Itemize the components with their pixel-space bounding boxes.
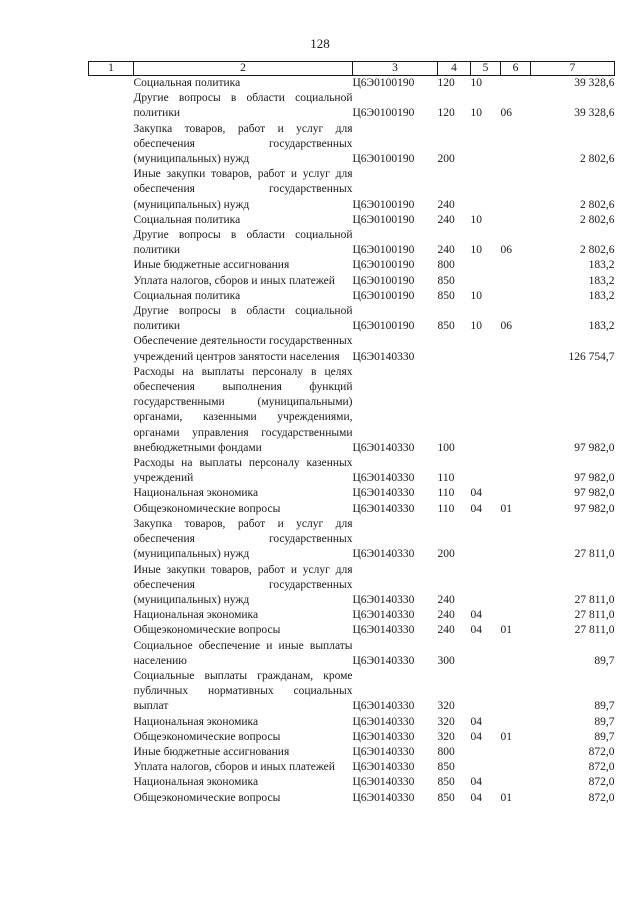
- row-number-cell: [89, 745, 134, 760]
- row-name-cell: Другие вопросы в области социальной политики: [133, 305, 353, 333]
- row-section-cell: [471, 167, 501, 213]
- row-name-cell: Социальная политика: [133, 77, 241, 89]
- row-subsection-cell: 01: [500, 624, 512, 637]
- row-section-cell: 04: [470, 715, 482, 728]
- row-name-cell: Закупка товаров, работ и услуг для обеспечения государственных (муниципальных) нужд: [133, 517, 353, 561]
- table-row: [89, 456, 615, 486]
- table-row: [89, 289, 615, 304]
- row-name-cell: Иные бюджетные ассигнования: [133, 745, 290, 758]
- row-name-cell: Иные закупки товаров, работ и услуг для обеспечения государственных (муниципальных) нужд: [133, 563, 353, 606]
- table-row: [89, 775, 615, 790]
- row-number-cell: [89, 775, 134, 790]
- row-code-cell: Ц6Э0140330: [352, 487, 415, 500]
- row-subsection-cell: 06: [500, 244, 512, 257]
- row-expense-type-cell: 240: [437, 198, 455, 211]
- row-number-cell: [89, 608, 134, 623]
- row-number-cell: [89, 623, 134, 638]
- row-subsection-cell: [501, 456, 531, 486]
- row-number-cell: [89, 517, 134, 563]
- row-section-cell: 10: [470, 289, 482, 302]
- row-amount-cell: 2 802,6: [580, 244, 615, 257]
- row-section-cell: 04: [470, 776, 482, 789]
- row-amount-cell: 89,7: [594, 715, 615, 728]
- table-row: [89, 760, 615, 775]
- table-body: [89, 76, 615, 806]
- row-name-cell: Закупка товаров, работ и услуг для обеспечения государственных (муниципальных) нужд: [133, 122, 353, 166]
- row-code-cell: Ц6Э0100190: [352, 107, 415, 120]
- row-expense-type-cell: 200: [437, 548, 455, 561]
- row-subsection-cell: 01: [500, 730, 512, 743]
- row-name-cell: Другие вопросы в области социальной политики: [133, 229, 353, 257]
- row-section-cell: [471, 639, 501, 669]
- row-amount-cell: 183,2: [588, 320, 615, 333]
- row-subsection-cell: [501, 334, 531, 364]
- row-section-cell: [471, 563, 501, 609]
- row-code-cell: Ц6Э0100190: [352, 213, 415, 226]
- row-name-cell: Общеэкономические вопросы: [133, 730, 281, 743]
- row-subsection-cell: [501, 289, 531, 304]
- table-row: [89, 623, 615, 638]
- row-expense-type-cell: 240: [437, 624, 455, 637]
- row-amount-cell: 872,0: [588, 761, 615, 774]
- row-code-cell: Ц6Э0140330: [352, 761, 415, 774]
- row-expense-type-cell: 850: [437, 320, 455, 333]
- row-subsection-cell: [501, 760, 531, 775]
- table-row: [89, 258, 615, 273]
- row-subsection-cell: 01: [500, 791, 512, 804]
- row-name-cell: Социальная политика: [133, 213, 241, 226]
- row-name-cell: Национальная экономика: [133, 609, 259, 622]
- row-expense-type-cell: 200: [437, 153, 455, 166]
- table-row: [89, 791, 615, 806]
- row-name-cell: Общеэкономические вопросы: [133, 624, 281, 637]
- row-subsection-cell: 06: [500, 320, 512, 333]
- row-amount-cell: 183,2: [588, 274, 615, 287]
- row-section-cell: [471, 122, 501, 168]
- column-header-7: 7: [531, 62, 615, 76]
- row-number-cell: [89, 289, 134, 304]
- row-number-cell: [89, 791, 134, 806]
- row-section-cell: 10: [470, 77, 482, 89]
- row-amount-cell: 872,0: [588, 745, 615, 758]
- row-expense-type-cell: 240: [437, 593, 455, 606]
- row-expense-type-cell: 320: [437, 715, 455, 728]
- row-amount-cell: 89,7: [594, 730, 615, 743]
- row-expense-type-cell: 320: [437, 730, 455, 743]
- row-section-cell: 04: [470, 502, 482, 515]
- row-expense-type-cell: 850: [437, 776, 455, 789]
- row-amount-cell: 27 811,0: [574, 593, 615, 606]
- row-section-cell: 10: [470, 107, 482, 120]
- row-code-cell: Ц6Э0140330: [352, 609, 415, 622]
- row-number-cell: [89, 334, 134, 364]
- row-name-cell: Национальная экономика: [133, 487, 259, 500]
- row-expense-type-cell: 120: [437, 107, 455, 120]
- row-section-cell: 10: [470, 320, 482, 333]
- row-subsection-cell: 01: [500, 502, 512, 515]
- row-code-cell: Ц6Э0100190: [352, 153, 415, 166]
- row-code-cell: Ц6Э0140330: [352, 791, 415, 804]
- row-code-cell: Ц6Э0140330: [352, 502, 415, 515]
- row-name-cell: Иные бюджетные ассигнования: [133, 259, 290, 272]
- row-code-cell: Ц6Э0100190: [352, 198, 415, 211]
- table-row: [89, 167, 615, 213]
- row-section-cell: 04: [470, 791, 482, 804]
- row-code-cell: Ц6Э0100190: [352, 259, 415, 272]
- table-row: [89, 517, 615, 563]
- row-amount-cell: 183,2: [588, 259, 615, 272]
- row-name-cell: Национальная экономика: [133, 715, 259, 728]
- row-name-cell: Иные закупки товаров, работ и услуг для обеспечения государственных (муниципальных) нужд: [133, 168, 353, 211]
- row-number-cell: [89, 76, 134, 92]
- row-subsection-cell: [501, 775, 531, 790]
- row-expense-type-cell: 850: [437, 289, 455, 302]
- column-header-4: 4: [438, 62, 471, 76]
- row-code-cell: Ц6Э0100190: [352, 244, 415, 257]
- table-row: [89, 730, 615, 745]
- column-header-6: 6: [501, 62, 531, 76]
- row-amount-cell: 872,0: [588, 791, 615, 804]
- table-header-row: [89, 62, 615, 76]
- row-section-cell: [471, 517, 501, 563]
- row-name-cell: Обеспечение деятельности государственных учреждений центров занятости населения: [133, 335, 353, 363]
- row-expense-type-cell: 240: [437, 244, 455, 257]
- row-expense-type-cell: 110: [437, 487, 455, 500]
- table-row: [89, 122, 615, 168]
- row-expense-type-cell: 120: [437, 77, 455, 89]
- row-amount-cell: 27 811,0: [574, 609, 615, 622]
- column-header-5: 5: [471, 62, 501, 76]
- row-expense-type-cell: 300: [437, 654, 455, 667]
- row-subsection-cell: [501, 517, 531, 563]
- row-amount-cell: 97 982,0: [574, 487, 615, 500]
- row-amount-cell: 872,0: [588, 776, 615, 789]
- row-section-cell: [471, 258, 501, 273]
- row-amount-cell: 27 811,0: [574, 548, 615, 561]
- row-name-cell: Расходы на выплаты персоналу в целях обеспечения выполнения функций государственными (муниципальными) органами, казенными учреждениями, органами управления государственными внебюджетными фондами: [133, 365, 353, 454]
- row-number-cell: [89, 365, 134, 456]
- table-row: [89, 669, 615, 715]
- row-expense-type-cell: 850: [437, 761, 455, 774]
- row-expense-type-cell: 240: [437, 609, 455, 622]
- row-number-cell: [89, 669, 134, 715]
- row-section-cell: 04: [470, 609, 482, 622]
- row-amount-cell: 97 982,0: [574, 441, 615, 454]
- row-amount-cell: 39 328,6: [574, 77, 615, 89]
- row-code-cell: Ц6Э0140330: [352, 730, 415, 743]
- row-section-cell: [471, 456, 501, 486]
- budget-table: [88, 61, 615, 806]
- row-name-cell: Расходы на выплаты персоналу казенных учреждений: [133, 457, 353, 485]
- table-row: [89, 274, 615, 289]
- row-code-cell: Ц6Э0140330: [352, 593, 415, 606]
- row-section-cell: 10: [470, 244, 482, 257]
- table-row: [89, 486, 615, 501]
- row-subsection-cell: [501, 213, 531, 228]
- row-code-cell: Ц6Э0140330: [352, 472, 415, 485]
- table-row: [89, 563, 615, 609]
- table-row: [89, 334, 615, 364]
- row-code-cell: Ц6Э0140330: [352, 441, 415, 454]
- row-section-cell: 04: [470, 730, 482, 743]
- row-subsection-cell: [501, 608, 531, 623]
- row-number-cell: [89, 274, 134, 289]
- table-row: [89, 608, 615, 623]
- table-row: [89, 76, 615, 92]
- column-header-1: 1: [89, 62, 134, 76]
- table-row: [89, 213, 615, 228]
- row-code-cell: Ц6Э0140330: [352, 715, 415, 728]
- row-section-cell: 04: [470, 624, 482, 637]
- row-section-cell: [471, 760, 501, 775]
- row-subsection-cell: [501, 122, 531, 168]
- row-expense-type-cell: 850: [437, 274, 455, 287]
- row-amount-cell: 89,7: [594, 654, 615, 667]
- row-number-cell: [89, 639, 134, 669]
- row-name-cell: Уплата налогов, сборов и иных платежей: [133, 274, 335, 287]
- row-name-cell: Уплата налогов, сборов и иных платежей: [133, 761, 335, 774]
- row-number-cell: [89, 258, 134, 273]
- table-row: [89, 228, 615, 258]
- row-subsection-cell: [501, 258, 531, 273]
- row-number-cell: [89, 760, 134, 775]
- row-section-cell: 04: [470, 487, 482, 500]
- row-amount-cell: 126 754,7: [568, 350, 615, 363]
- row-code-cell: Ц6Э0140330: [352, 548, 415, 561]
- row-code-cell: Ц6Э0140330: [352, 624, 415, 637]
- column-header-3: 3: [353, 62, 438, 76]
- row-name-cell: Социальные выплаты гражданам, кроме публичных нормативных социальных выплат: [133, 669, 353, 713]
- row-subsection-cell: [501, 639, 531, 669]
- row-name-cell: Общеэкономические вопросы: [133, 791, 281, 804]
- row-amount-cell: 89,7: [594, 700, 615, 713]
- row-code-cell: Ц6Э0100190: [352, 320, 415, 333]
- row-amount-cell: 97 982,0: [574, 472, 615, 485]
- row-expense-type-cell: 110: [437, 472, 455, 485]
- row-number-cell: [89, 563, 134, 609]
- row-subsection-cell: [501, 274, 531, 289]
- row-amount-cell: 97 982,0: [574, 502, 615, 515]
- row-amount-cell: 2 802,6: [580, 153, 615, 166]
- row-expense-type-cell: 100: [437, 441, 455, 454]
- table-row: [89, 91, 615, 121]
- row-expense-type-cell: 850: [437, 791, 455, 804]
- row-subsection-cell: [501, 563, 531, 609]
- row-code-cell: Ц6Э0100190: [352, 274, 415, 287]
- row-name-cell: Социальное обеспечение и иные выплаты населению: [133, 639, 353, 667]
- row-expense-type-cell: 320: [437, 700, 455, 713]
- row-amount-cell: 27 811,0: [574, 624, 615, 637]
- row-subsection-cell: 06: [500, 107, 512, 120]
- row-section-cell: [471, 745, 501, 760]
- row-expense-type-cell: 800: [437, 259, 455, 272]
- row-subsection-cell: [501, 669, 531, 715]
- row-number-cell: [89, 502, 134, 517]
- row-amount-cell: 2 802,6: [580, 198, 615, 211]
- row-amount-cell: 183,2: [588, 289, 615, 302]
- row-number-cell: [89, 730, 134, 745]
- row-code-cell: Ц6Э0140330: [352, 745, 415, 758]
- table-row: [89, 304, 615, 334]
- row-number-cell: [89, 456, 134, 486]
- table-row: [89, 639, 615, 669]
- row-name-cell: Социальная политика: [133, 289, 241, 302]
- row-number-cell: [89, 715, 134, 730]
- table-row: [89, 502, 615, 517]
- row-subsection-cell: [501, 745, 531, 760]
- row-name-cell: Общеэкономические вопросы: [133, 502, 281, 515]
- page-number: 128: [310, 36, 330, 51]
- table-row: [89, 365, 615, 456]
- row-code-cell: Ц6Э0140330: [352, 776, 415, 789]
- row-code-cell: Ц6Э0140330: [352, 700, 415, 713]
- row-number-cell: [89, 122, 134, 168]
- table-row: [89, 715, 615, 730]
- row-subsection-cell: [501, 167, 531, 213]
- row-expense-type-cell: 800: [437, 745, 455, 758]
- row-subsection-cell: [501, 486, 531, 501]
- row-expense-type-cell: 110: [437, 502, 455, 515]
- row-expense-type-cell: 240: [437, 213, 455, 226]
- row-code-cell: Ц6Э0140330: [352, 654, 415, 667]
- row-section-cell: [471, 334, 501, 364]
- row-subsection-cell: [501, 76, 531, 92]
- row-code-cell: Ц6Э0100190: [352, 77, 415, 89]
- row-expense-type-cell: [438, 334, 471, 364]
- row-amount-cell: 39 328,6: [574, 107, 615, 120]
- column-header-2: 2: [134, 62, 353, 76]
- row-amount-cell: 2 802,6: [580, 213, 615, 226]
- row-section-cell: [471, 669, 501, 715]
- row-number-cell: [89, 228, 134, 258]
- row-subsection-cell: [501, 715, 531, 730]
- row-subsection-cell: [501, 365, 531, 456]
- row-code-cell: Ц6Э0100190: [352, 289, 415, 302]
- row-section-cell: 10: [470, 213, 482, 226]
- row-number-cell: [89, 486, 134, 501]
- row-code-cell: Ц6Э0140330: [352, 350, 415, 363]
- row-number-cell: [89, 167, 134, 213]
- row-number-cell: [89, 213, 134, 228]
- row-name-cell: Другие вопросы в области социальной политики: [133, 92, 353, 120]
- row-section-cell: [471, 274, 501, 289]
- table-row: [89, 745, 615, 760]
- row-number-cell: [89, 304, 134, 334]
- row-name-cell: Национальная экономика: [133, 776, 259, 789]
- row-number-cell: [89, 91, 134, 121]
- row-section-cell: [471, 365, 501, 456]
